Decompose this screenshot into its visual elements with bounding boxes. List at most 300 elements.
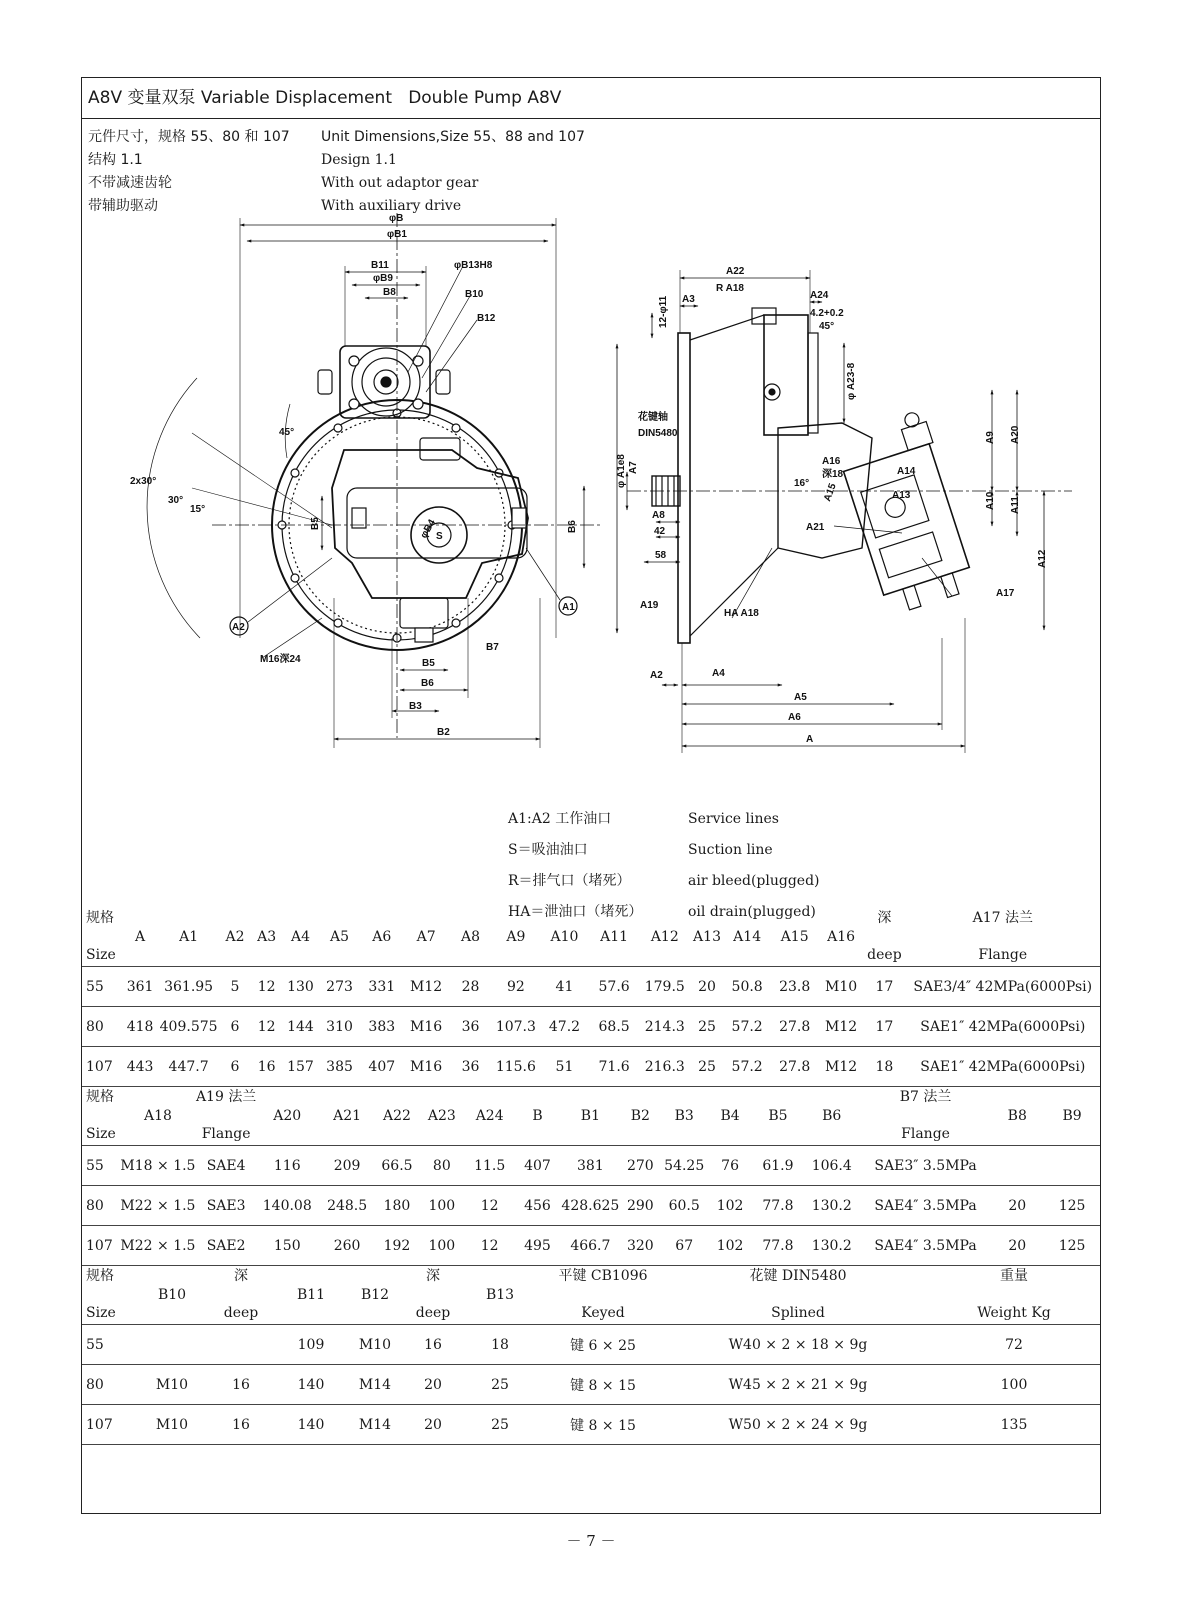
header-bot: Size bbox=[86, 947, 116, 963]
table-cell: W40 × 2 × 18 × 9g bbox=[728, 1336, 868, 1353]
table-row bbox=[82, 1226, 1100, 1266]
header-bot bbox=[418, 1124, 466, 1145]
header-bot bbox=[219, 945, 251, 966]
dim-phiB9: φB9 bbox=[373, 273, 393, 284]
intro-zh: 不带减速齿轮 bbox=[88, 175, 172, 191]
page-title: A8V 变量双泵 Variable Displacement Double Pump A8V bbox=[82, 78, 1100, 119]
header-top bbox=[724, 908, 770, 929]
header-top bbox=[561, 1087, 619, 1108]
header-mid bbox=[86, 1108, 120, 1124]
table-cell: SAE3″ 3.5MPa bbox=[874, 1157, 977, 1174]
table-cell: 36 bbox=[461, 1018, 480, 1035]
table-cell: 150 bbox=[273, 1237, 301, 1254]
header-top: 重量 bbox=[1000, 1268, 1028, 1284]
header-mid: A2 bbox=[225, 929, 245, 945]
table-cell: 115.6 bbox=[495, 1058, 536, 1075]
table-cell: M14 bbox=[358, 1416, 392, 1433]
table-header-cell bbox=[707, 1087, 753, 1146]
header-mid: A20 bbox=[273, 1108, 302, 1124]
table-cell: W50 × 2 × 24 × 9g bbox=[728, 1416, 868, 1433]
note-spline-cn: 花键轴 bbox=[638, 412, 668, 423]
dim-12-phi11: 12-φ11 bbox=[658, 295, 669, 328]
table-cell: 248.5 bbox=[327, 1197, 368, 1214]
dim-B6-vertical: B6 bbox=[567, 520, 578, 533]
table-header-cell bbox=[803, 1087, 861, 1146]
dim-4.2: 4.2+0.2 bbox=[810, 308, 844, 319]
table-cell: 67 bbox=[675, 1237, 694, 1254]
legend-row bbox=[508, 866, 820, 897]
table-header-cell bbox=[196, 1087, 256, 1146]
table-cell: 80 bbox=[86, 1197, 104, 1214]
dim-A24: A24 bbox=[810, 290, 829, 301]
header-bot bbox=[619, 1124, 661, 1145]
header-top bbox=[466, 1087, 514, 1108]
table-header-cell bbox=[668, 1266, 928, 1325]
table-header-cell bbox=[376, 1087, 418, 1146]
table-cell: SAE2 bbox=[206, 1237, 246, 1254]
intro-zh: 元件尺寸，规格 55、80 和 107 bbox=[88, 129, 290, 145]
header-mid: A15 bbox=[780, 929, 809, 945]
table-cell: 6 bbox=[230, 1018, 240, 1035]
table-cell: 36 bbox=[461, 1058, 480, 1075]
header-top bbox=[707, 1087, 753, 1108]
table-cell: 41 bbox=[555, 978, 574, 995]
header-bot bbox=[492, 945, 541, 966]
table-cell: 125 bbox=[1058, 1237, 1086, 1254]
table-cell: 16 bbox=[257, 1058, 276, 1075]
table-header-cell bbox=[361, 908, 403, 967]
header-bot: Size bbox=[86, 1126, 116, 1142]
port-A1: A1 bbox=[562, 602, 575, 613]
header-bot bbox=[256, 1124, 318, 1145]
table-row bbox=[82, 1325, 1100, 1365]
header-bot bbox=[589, 945, 640, 966]
dim-A17: A17 bbox=[996, 588, 1015, 599]
table-cell: 495 bbox=[524, 1237, 551, 1254]
intro-zh: 结构 1.1 bbox=[88, 152, 143, 168]
table-cell: 6 bbox=[230, 1058, 240, 1075]
table-row bbox=[82, 967, 1100, 1007]
page-frame bbox=[81, 77, 1101, 1514]
header-bot bbox=[122, 945, 158, 966]
table-cell: 76 bbox=[721, 1157, 739, 1174]
table-cell: M10 bbox=[155, 1376, 189, 1393]
table-cell: 273 bbox=[326, 978, 353, 995]
header-bot bbox=[803, 1124, 861, 1145]
table-cell: 键 6 × 25 bbox=[570, 1337, 636, 1354]
dim-B7: B7 bbox=[486, 642, 499, 653]
table-cell: 214.3 bbox=[644, 1018, 685, 1035]
table-cell: 80 bbox=[432, 1157, 451, 1174]
dim-A14: A14 bbox=[897, 466, 916, 477]
table-cell: 55 bbox=[86, 978, 104, 995]
table-cell: M14 bbox=[358, 1376, 392, 1393]
table-header-cell bbox=[158, 908, 219, 967]
header-bot bbox=[540, 945, 589, 966]
header-top: 深 bbox=[877, 910, 892, 926]
table-header-cell bbox=[906, 908, 1100, 967]
table-cell: 18 bbox=[875, 1058, 894, 1075]
spec-table-1 bbox=[82, 908, 1100, 1087]
header-bot bbox=[361, 945, 403, 966]
dim-A21: A21 bbox=[806, 522, 825, 533]
header-top bbox=[990, 1087, 1044, 1108]
header-bot: Flange bbox=[901, 1126, 950, 1142]
table-header-cell bbox=[863, 908, 905, 967]
table-header-cell bbox=[318, 908, 360, 967]
table-header-cell bbox=[256, 1087, 318, 1146]
table-cell: M10 bbox=[358, 1336, 392, 1353]
table-cell: 25 bbox=[491, 1376, 509, 1393]
table-cell bbox=[1044, 1146, 1100, 1186]
table-row bbox=[82, 1146, 1100, 1186]
header-mid: A1 bbox=[179, 929, 199, 945]
table-cell: 20 bbox=[424, 1416, 442, 1433]
table-cell: 102 bbox=[716, 1237, 744, 1254]
dim-A2-side: A2 bbox=[650, 670, 663, 681]
table-cell: 140 bbox=[297, 1376, 325, 1393]
table-cell: 键 8 × 15 bbox=[570, 1377, 636, 1394]
dim-phiA1e8: φ A1e8 bbox=[616, 454, 627, 488]
table-cell: M16 bbox=[410, 1058, 443, 1075]
header-bot bbox=[466, 1124, 514, 1145]
header-bot bbox=[276, 1303, 346, 1324]
table-cell: 130.2 bbox=[811, 1237, 852, 1254]
table-header-row bbox=[82, 1266, 1100, 1325]
dim-phiB1: φB1 bbox=[387, 229, 407, 240]
table-cell: 5 bbox=[230, 978, 240, 995]
header-top bbox=[122, 908, 158, 929]
dim-deep18: 深18 bbox=[822, 469, 844, 480]
header-mid bbox=[906, 929, 1100, 945]
dim-phiA23: φ A23-8 bbox=[846, 362, 857, 400]
header-bot: Flange bbox=[978, 947, 1028, 963]
table-cell: 180 bbox=[383, 1197, 411, 1214]
header-mid: A10 bbox=[550, 929, 579, 945]
table-cell: 11.5 bbox=[474, 1157, 506, 1174]
header-mid: B6 bbox=[822, 1108, 842, 1124]
table-cell: 107 bbox=[86, 1237, 113, 1254]
header-bot bbox=[724, 945, 770, 966]
dim-A7: A7 bbox=[628, 461, 639, 474]
table-header-cell bbox=[753, 1087, 803, 1146]
note-spline-din: DIN5480 bbox=[638, 428, 678, 439]
header-top: 规格 bbox=[86, 1089, 114, 1105]
header-bot bbox=[283, 945, 319, 966]
header-mid: B10 bbox=[157, 1287, 187, 1303]
header-mid bbox=[196, 1108, 256, 1124]
table-header-cell bbox=[449, 908, 491, 967]
table-cell: W45 × 2 × 21 × 9g bbox=[728, 1376, 868, 1393]
table-cell: 72 bbox=[1005, 1336, 1023, 1353]
table-cell: 100 bbox=[428, 1197, 456, 1214]
header-top bbox=[540, 908, 589, 929]
table-cell: 20 bbox=[424, 1376, 442, 1393]
header-bot bbox=[120, 1124, 196, 1145]
table-cell: 57.6 bbox=[598, 978, 630, 995]
table-cell: 28 bbox=[461, 978, 480, 995]
table-cell: 310 bbox=[326, 1018, 353, 1035]
header-bot: deep bbox=[415, 1305, 451, 1321]
header-bot bbox=[251, 945, 283, 966]
header-top bbox=[346, 1266, 404, 1287]
header-mid: B bbox=[532, 1108, 543, 1124]
header-mid: A23 bbox=[427, 1108, 456, 1124]
table-header-cell bbox=[724, 908, 770, 967]
table-cell: 320 bbox=[626, 1237, 654, 1254]
intro-en: Unit Dimensions,Size 55、88 and 107 bbox=[321, 129, 585, 145]
header-bot bbox=[561, 1124, 619, 1145]
table-header-cell bbox=[346, 1266, 404, 1325]
table-cell: 60.5 bbox=[668, 1197, 700, 1214]
table-cell: 55 bbox=[86, 1336, 104, 1353]
dim-B3: B3 bbox=[409, 701, 422, 712]
header-top bbox=[819, 908, 863, 929]
header-top bbox=[514, 1087, 562, 1108]
dim-A22: A22 bbox=[726, 266, 745, 277]
table-cell: 361 bbox=[126, 978, 154, 995]
header-bot: deep bbox=[867, 947, 902, 963]
header-top bbox=[251, 908, 283, 929]
header-top bbox=[418, 1087, 466, 1108]
header-mid: B2 bbox=[630, 1108, 650, 1124]
table-cell: M12 bbox=[825, 1058, 858, 1075]
table-cell: 102 bbox=[716, 1197, 744, 1214]
table-cell: 157 bbox=[287, 1058, 314, 1075]
dim-S: S bbox=[436, 531, 443, 542]
table-header-cell bbox=[690, 908, 724, 967]
table-cell: 383 bbox=[368, 1018, 396, 1035]
header-mid bbox=[86, 929, 122, 945]
table-cell: 12 bbox=[257, 978, 276, 995]
header-top bbox=[462, 1266, 538, 1287]
table-cell: 51 bbox=[555, 1058, 574, 1075]
header-bot bbox=[770, 945, 819, 966]
table-cell: 407 bbox=[524, 1157, 551, 1174]
table-cell: 107 bbox=[86, 1416, 113, 1433]
dim-B6: B6 bbox=[421, 678, 434, 689]
table-cell: 77.8 bbox=[762, 1197, 794, 1214]
dim-A: A bbox=[806, 734, 814, 745]
header-top bbox=[138, 1266, 206, 1287]
table-cell: 385 bbox=[326, 1058, 353, 1075]
table-cell: 键 8 × 15 bbox=[570, 1417, 636, 1434]
header-top bbox=[256, 1087, 318, 1108]
table-cell: 106.4 bbox=[811, 1157, 852, 1174]
header-mid: A8 bbox=[460, 929, 480, 945]
table-cell: M18 × 1.5 bbox=[120, 1157, 196, 1174]
dim-A16: A16 bbox=[822, 456, 841, 467]
header-mid: B4 bbox=[720, 1108, 740, 1124]
intro-en: With auxiliary drive bbox=[321, 198, 462, 214]
table-row bbox=[82, 1365, 1100, 1405]
legend-en: Suction line bbox=[688, 842, 773, 858]
header-mid bbox=[863, 929, 905, 945]
spec-table-2 bbox=[82, 1087, 1100, 1266]
header-mid: A6 bbox=[372, 929, 392, 945]
dim-A4: A4 bbox=[712, 668, 725, 679]
dim-A19: A19 bbox=[640, 600, 659, 611]
table-cell bbox=[990, 1146, 1044, 1186]
dim-angle15: 15° bbox=[190, 504, 206, 515]
table-header-cell bbox=[1044, 1087, 1100, 1146]
table-cell: 12 bbox=[480, 1197, 499, 1214]
header-top: 平键 CB1096 bbox=[558, 1268, 648, 1284]
header-top bbox=[1044, 1087, 1100, 1108]
header-top: 规格 bbox=[86, 1268, 114, 1284]
table-cell: 466.7 bbox=[570, 1237, 611, 1254]
table-cell: SAE1″ 42MPa(6000Psi) bbox=[920, 1058, 1086, 1075]
table-header-cell bbox=[639, 908, 690, 967]
table-cell: 25 bbox=[698, 1018, 716, 1035]
dim-A11: A11 bbox=[1010, 496, 1021, 514]
table-header-cell bbox=[403, 908, 449, 967]
header-mid: B8 bbox=[1007, 1108, 1027, 1124]
table-cell: M10 bbox=[155, 1416, 189, 1433]
table-cell: 54.25 bbox=[664, 1157, 705, 1174]
table-cell: 216.3 bbox=[644, 1058, 685, 1075]
table-cell: 109 bbox=[297, 1336, 325, 1353]
header-mid: B13 bbox=[485, 1287, 515, 1303]
header-bot bbox=[661, 1124, 707, 1145]
header-top bbox=[158, 908, 219, 929]
table-cell: 361.95 bbox=[164, 978, 214, 995]
table-cell: 55 bbox=[86, 1157, 104, 1174]
header-mid bbox=[668, 1287, 928, 1303]
legend-en: air bleed(plugged) bbox=[688, 873, 820, 889]
dim-42: 42 bbox=[654, 526, 666, 537]
table-cell: 290 bbox=[626, 1197, 654, 1214]
header-top bbox=[403, 908, 449, 929]
header-top: A19 法兰 bbox=[195, 1089, 257, 1105]
header-bot bbox=[639, 945, 690, 966]
table-cell: 47.2 bbox=[548, 1018, 581, 1035]
dim-B10: B10 bbox=[465, 289, 484, 300]
table-header-cell bbox=[138, 1266, 206, 1325]
header-top bbox=[690, 908, 724, 929]
header-top bbox=[619, 1087, 661, 1108]
table-header-cell bbox=[82, 908, 122, 967]
dim-M16: M16深24 bbox=[260, 654, 301, 665]
table-header-cell bbox=[589, 908, 640, 967]
table-cell: M22 × 1.5 bbox=[120, 1197, 196, 1214]
header-mid: A3 bbox=[257, 929, 277, 945]
header-top bbox=[803, 1087, 861, 1108]
table-cell: 16 bbox=[232, 1416, 250, 1433]
table-cell: 125 bbox=[1058, 1197, 1086, 1214]
table-cell: SAE4 bbox=[206, 1157, 246, 1174]
table-header-cell bbox=[276, 1266, 346, 1325]
table-header-cell bbox=[122, 908, 158, 967]
dim-A6: A6 bbox=[788, 712, 801, 723]
header-bot: Keyed bbox=[581, 1305, 625, 1321]
intro-zh: 带辅助驱动 bbox=[88, 198, 158, 214]
dim-A9: A9 bbox=[985, 431, 996, 444]
table-cell: 260 bbox=[333, 1237, 361, 1254]
table-header-cell bbox=[462, 1266, 538, 1325]
header-mid: A14 bbox=[733, 929, 762, 945]
table-cell: 50.8 bbox=[731, 978, 763, 995]
dim-B5: B5 bbox=[422, 658, 435, 669]
dim-A3: A3 bbox=[682, 294, 695, 305]
legend-row bbox=[508, 804, 820, 835]
table-cell: 331 bbox=[368, 978, 396, 995]
legend-en: Service lines bbox=[688, 811, 779, 827]
legend-row bbox=[508, 835, 820, 866]
table-header-row bbox=[82, 908, 1100, 967]
table-cell: M12 bbox=[825, 1018, 858, 1035]
header-mid: B3 bbox=[674, 1108, 694, 1124]
header-bot bbox=[138, 1303, 206, 1324]
table-header-cell bbox=[251, 908, 283, 967]
header-top bbox=[283, 908, 319, 929]
dim-B12: B12 bbox=[477, 313, 496, 324]
header-top: 深 bbox=[426, 1268, 440, 1284]
table-cell: 17 bbox=[875, 1018, 894, 1035]
header-mid bbox=[86, 1287, 138, 1303]
table-cell bbox=[138, 1325, 206, 1365]
header-mid: A13 bbox=[693, 929, 721, 945]
table-cell: 20 bbox=[698, 978, 716, 995]
header-bot bbox=[403, 945, 449, 966]
header-bot: Splined bbox=[771, 1305, 825, 1321]
header-bot bbox=[376, 1124, 418, 1145]
header-bot bbox=[819, 945, 863, 966]
header-mid: B11 bbox=[296, 1287, 326, 1303]
table-cell: 71.6 bbox=[598, 1058, 630, 1075]
dim-B8: B8 bbox=[383, 287, 396, 298]
header-bot bbox=[753, 1124, 803, 1145]
table-header-cell bbox=[82, 1266, 138, 1325]
table-cell: M16 bbox=[410, 1018, 443, 1035]
table-cell: M10 bbox=[825, 978, 858, 995]
table-cell: 92 bbox=[506, 978, 525, 995]
table-row bbox=[82, 1405, 1100, 1445]
table-header-row bbox=[82, 1087, 1100, 1146]
table-header-cell bbox=[466, 1087, 514, 1146]
spec-tables bbox=[82, 908, 1100, 1445]
table-header-cell bbox=[538, 1266, 668, 1325]
table-cell: 209 bbox=[333, 1157, 361, 1174]
header-mid: A7 bbox=[416, 929, 436, 945]
table-header-cell bbox=[206, 1266, 276, 1325]
dim-RA18: R A18 bbox=[716, 283, 744, 294]
header-bot bbox=[449, 945, 491, 966]
table-header-cell bbox=[514, 1087, 562, 1146]
header-top: 规格 bbox=[86, 910, 114, 926]
table-header-cell bbox=[990, 1087, 1044, 1146]
table-header-cell bbox=[219, 908, 251, 967]
table-row bbox=[82, 1007, 1100, 1047]
table-cell: 130.2 bbox=[811, 1197, 852, 1214]
dim-B2: B2 bbox=[437, 727, 450, 738]
table-cell: 25 bbox=[491, 1416, 509, 1433]
header-bot bbox=[1044, 1124, 1100, 1145]
table-cell: 23.8 bbox=[779, 978, 811, 995]
dim-A5: A5 bbox=[794, 692, 807, 703]
dim-angle2x30: 2x30° bbox=[130, 476, 157, 487]
table-cell: 25 bbox=[698, 1058, 716, 1075]
table-cell: 381 bbox=[577, 1157, 604, 1174]
header-mid bbox=[538, 1287, 668, 1303]
table-header-cell bbox=[283, 908, 319, 967]
dim-A10: A10 bbox=[985, 491, 996, 510]
table-cell: 107 bbox=[86, 1058, 113, 1075]
header-top bbox=[492, 908, 541, 929]
table-cell: 418 bbox=[126, 1018, 154, 1035]
header-top: 深 bbox=[234, 1268, 248, 1284]
header-top bbox=[753, 1087, 803, 1108]
